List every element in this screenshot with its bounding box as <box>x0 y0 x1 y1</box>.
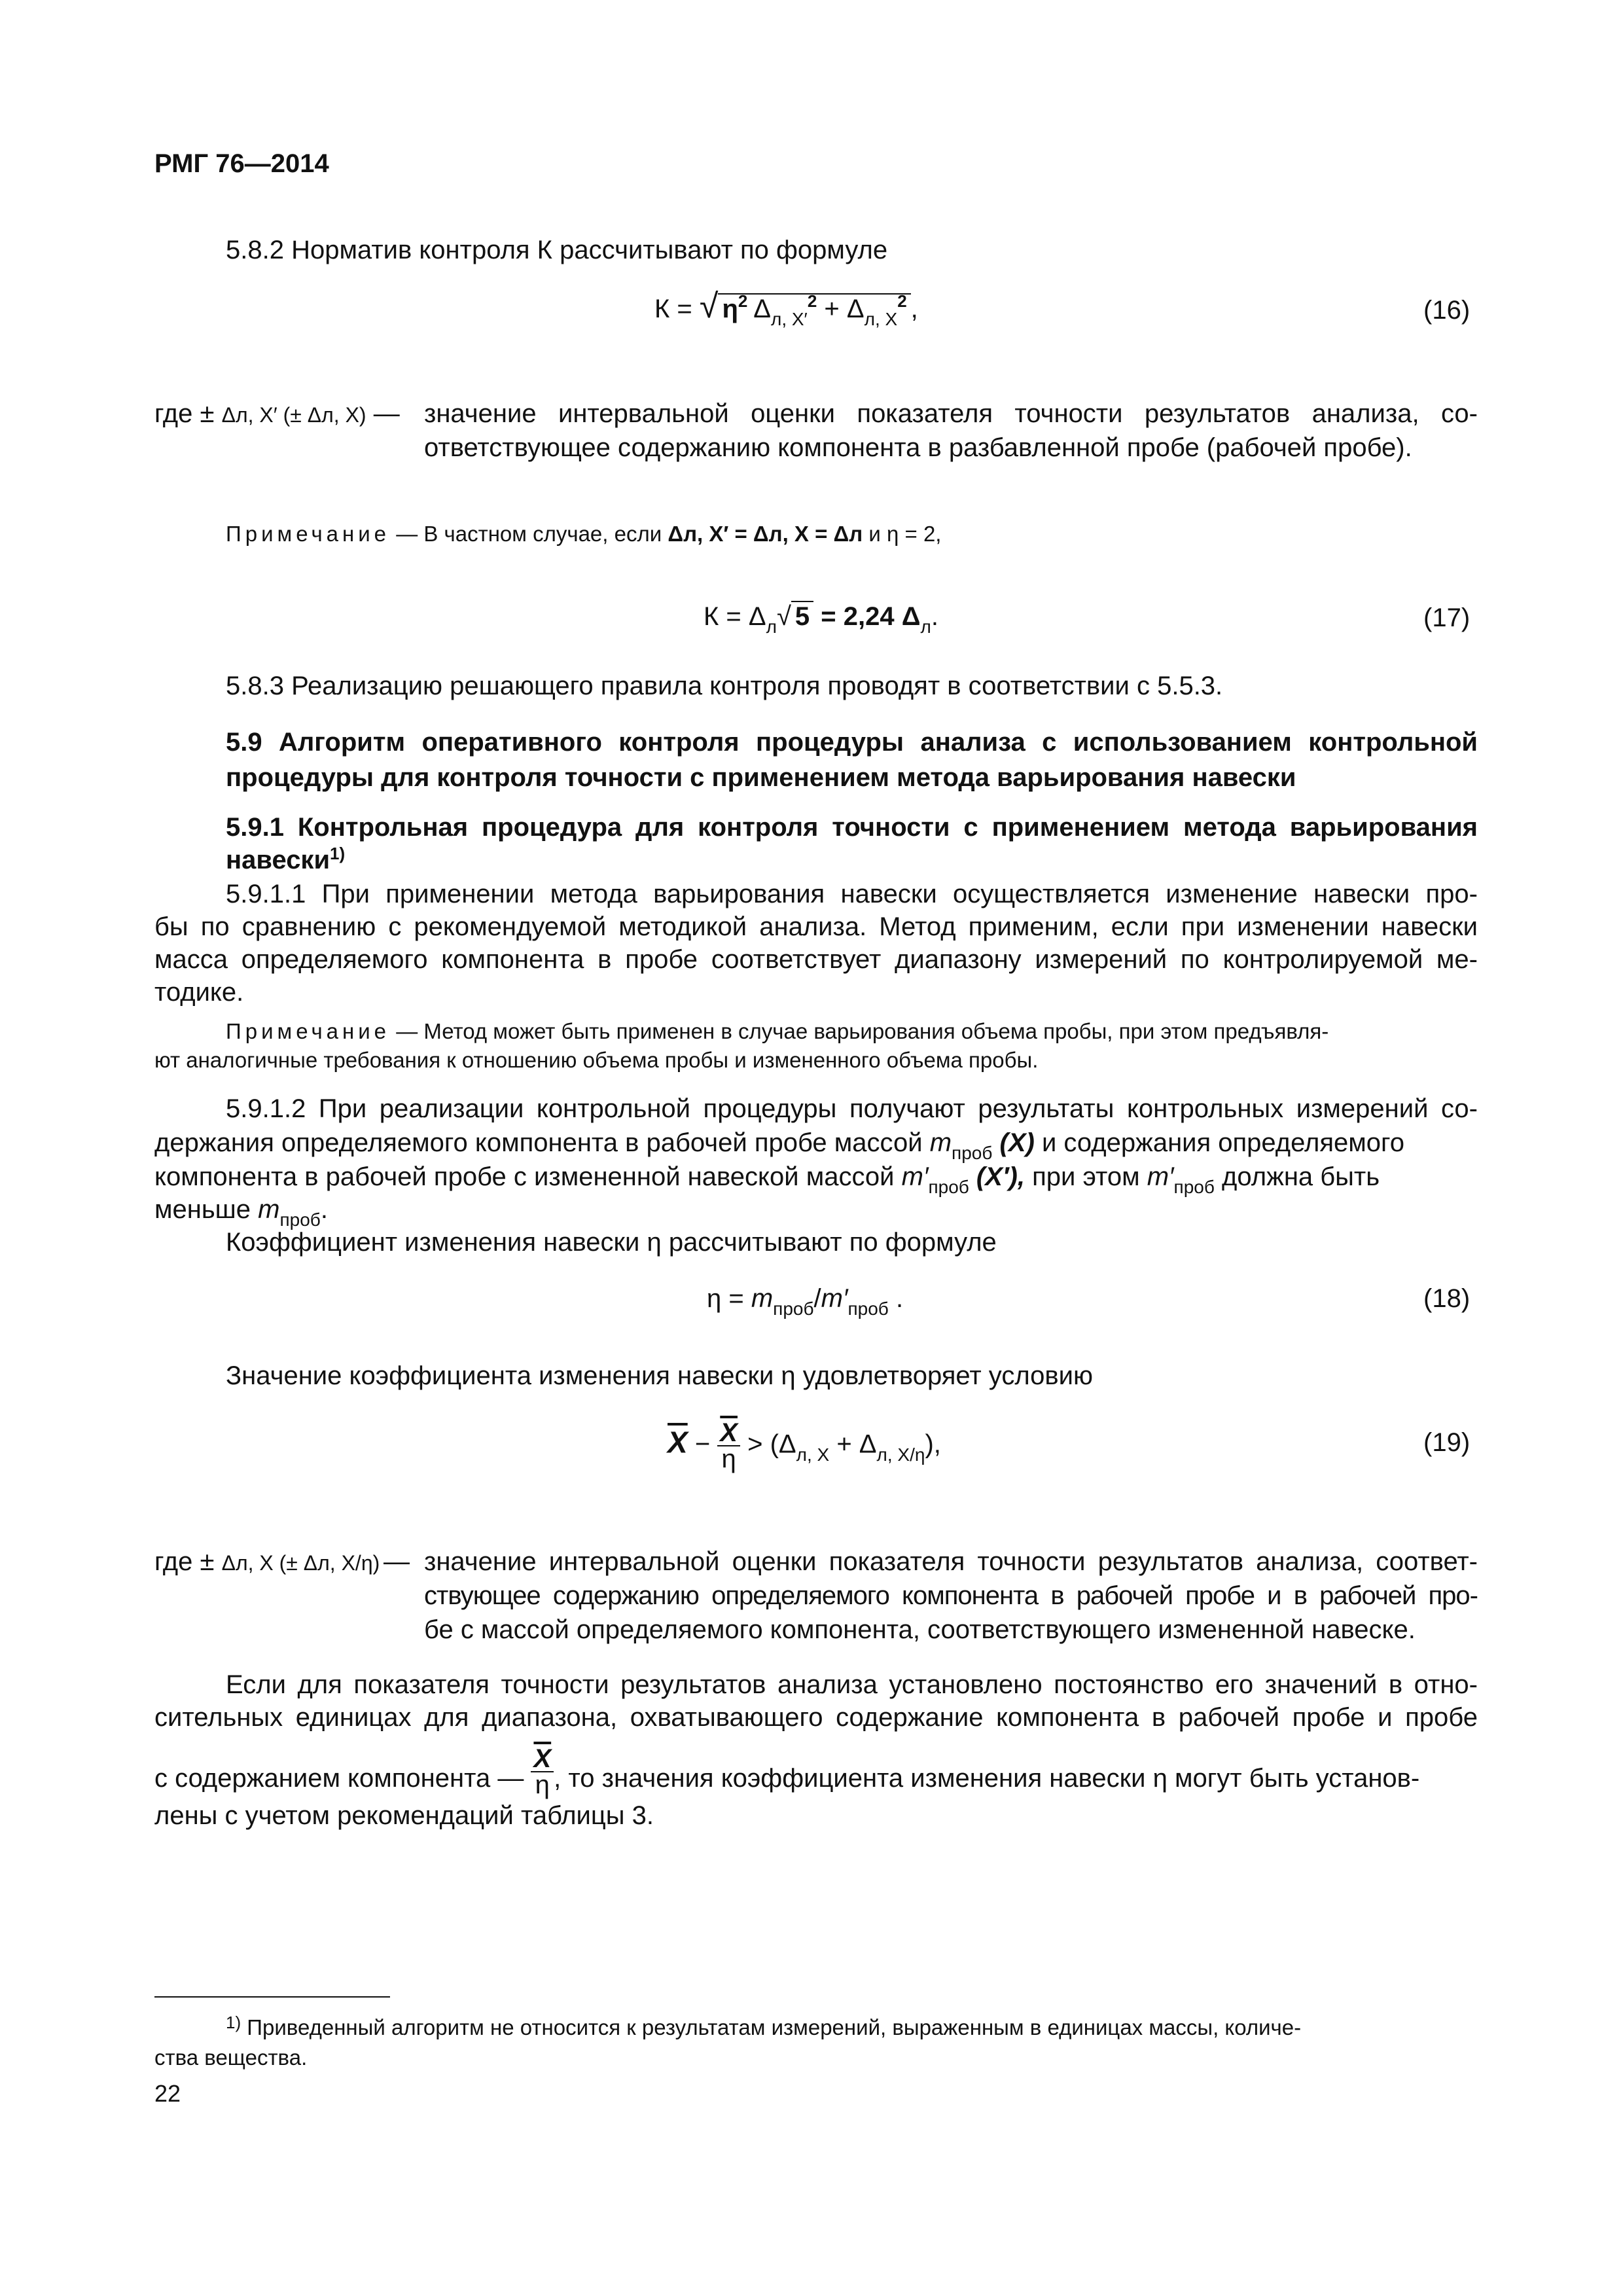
equation-number-18: (18) <box>1423 1284 1471 1313</box>
formula-19-frac-num: $\overline{X}$ <box>717 1420 740 1446</box>
where-16-line-2: ответствующее содержанию компонента в разбавленной пробе (рабочей пробе). <box>424 433 1412 462</box>
footnote-line-1 <box>226 2011 1301 2046</box>
where-19-line-3: бе с массой определяемого компонента, соответствующего измененной навеске. <box>424 1615 1416 1644</box>
formula-16-sub-2: л, X <box>864 309 898 329</box>
formula-18-sub: проб <box>773 1299 814 1319</box>
where-19-dash: — <box>383 1547 410 1576</box>
where-16-dash: — <box>373 399 400 428</box>
p5912-l3-sub2: проб <box>1173 1177 1215 1197</box>
page-number: 22 <box>154 2080 181 2107</box>
note-2-line-2: ют аналогичные требования к отношению объема пробы и измененного объема пробы. <box>154 1048 1039 1072</box>
formula-16-plus: + <box>824 295 840 323</box>
p5912-l3-x: (X′), <box>976 1162 1025 1191</box>
final-line-4: лены с учетом рекомендаций таблицы 3. <box>154 1801 654 1830</box>
heading-5-9-1-word: навески <box>226 846 330 874</box>
p5912-l3-m: m′ <box>901 1162 929 1191</box>
formula-16-delta-2: Δ <box>846 295 865 323</box>
paragraph-5-8-2: 5.8.2 Норматив контроля К рассчитывают по формуле <box>226 236 888 264</box>
formula-19-gt: > (Δ <box>747 1429 796 1459</box>
formula-18-slash: / <box>813 1284 821 1313</box>
note-1-text: — В частном случае, если <box>396 522 662 546</box>
formula-17-sub: л <box>766 617 777 637</box>
p5912-l3-c: должна быть <box>1222 1162 1380 1191</box>
paragraph-5-9-1-2-line-5: Коэффициент изменения навески η рассчитывают по формуле <box>226 1228 997 1257</box>
formula-19-sub-1: л, X <box>796 1444 830 1465</box>
final-l3-b: , то значения коэффициента изменения навески η могут быть установ- <box>554 1764 1420 1793</box>
p5912-l3-b: при этом <box>1032 1162 1140 1191</box>
p5912-l3-sub: проб <box>928 1177 969 1197</box>
where-19-line-1: значение интервальной оценки показателя точности результатов анализа, соответ- <box>424 1547 1478 1576</box>
final-l3-a: с содержанием компонента — <box>154 1764 524 1793</box>
where-16-sym: Δл, X′ (± Δл, X) <box>221 403 366 427</box>
footnote-text-1: Приведенный алгоритм не относится к результатам измерений, выраженным в единицах массы, количе- <box>247 2015 1302 2039</box>
p5912-l2-b: и содержания определяемого <box>1041 1128 1404 1157</box>
final-frac-den: η <box>535 1770 550 1799</box>
final-line-2: сительных единицах для диапазона, охватывающего содержание компонента в рабочей пробе и пробе <box>154 1703 1478 1732</box>
p5912-l4-dot: . <box>320 1195 328 1224</box>
final-frac-num: $\overline{X}$ <box>531 1746 554 1772</box>
footnote-line-2: ства вещества. <box>154 2045 308 2070</box>
footnote-mark-1: 1) <box>330 844 346 863</box>
formula-18-sub2: проб <box>847 1299 889 1319</box>
formula-19-sub-2: л, X/η <box>876 1444 925 1465</box>
equation-number-16: (16) <box>1423 296 1471 325</box>
where-16-line-1: значение интервальной оценки показателя точности результатов анализа, со- <box>424 399 1478 428</box>
formula-16-delta-1: Δ <box>753 295 771 323</box>
p5912-l2-a: держания определяемого компонента в рабочей пробе массой <box>154 1128 923 1157</box>
p5912-l2-sub: проб <box>952 1143 993 1163</box>
where-19-symbols <box>154 1539 380 1585</box>
p5912-l2-x: (X) <box>999 1128 1035 1157</box>
formula-18-m: m <box>751 1284 774 1313</box>
paragraph-5-9-1-2-line-1: 5.9.1.2 При реализации контрольной процедуры получают результаты контрольных измерений со- <box>226 1094 1478 1123</box>
heading-5-9-line-1: 5.9 Алгоритм оперативного контроля процедуры анализа с использованием контрольной <box>226 728 1478 757</box>
p5912-l2-m: m <box>929 1128 952 1157</box>
paragraph-5-9-1-1-line-2: бы по сравнению с рекомендуемой методикой анализа. Метод применим, если при изменении навески <box>154 912 1478 941</box>
where-19-lead: где ± <box>154 1547 215 1576</box>
heading-5-9-line-2: процедуры для контроля точности с применением метода варьирования навески <box>226 763 1296 792</box>
formula-16-eta: η <box>722 295 738 323</box>
formula-16-power-2: 2 <box>807 291 817 311</box>
formula-18 <box>707 1284 904 1319</box>
document-code: РМГ 76—2014 <box>154 149 329 178</box>
formula-17-k: К = Δ <box>704 602 766 631</box>
formula-16-power-3: 2 <box>897 291 907 311</box>
p5912-l4-sub: проб <box>279 1210 321 1230</box>
footnote-mark: 1) <box>226 2013 241 2032</box>
formula-17-sub-2: л <box>920 617 931 637</box>
note-2-label: Примечание <box>226 1019 391 1043</box>
paragraph-5-9-1-1-line-1: 5.9.1.1 При применении метода варьирования навески осуществляется изменение навески про- <box>226 880 1478 908</box>
formula-17-rest: = 2,24 Δ <box>813 602 921 631</box>
where-16-symbols <box>154 391 400 437</box>
formula-17-root: 5 <box>791 601 813 632</box>
paragraph-5-8-3: 5.8.3 Реализацию решающего правила контроля проводят в соответствии с 5.5.3. <box>226 672 1223 700</box>
final-line-1: Если для показателя точности результатов анализа установлено постоянство его значений в отно- <box>226 1670 1478 1699</box>
note-1-and: и η = 2, <box>868 522 942 546</box>
formula-16-power: 2 <box>738 291 748 311</box>
formula-17: $К = \Delta_л√$ 5 = 2,24 $\Delta_л$. <box>704 602 938 637</box>
p5912-l4-a: меньше <box>154 1195 251 1224</box>
condition-intro: Значение коэффициента изменения навески η удовлетворяет условию <box>226 1361 1093 1390</box>
formula-16-sub-1: л, X′ <box>770 309 808 329</box>
heading-5-9-1-line-1: 5.9.1 Контрольная процедура для контроля точности с применением метода варьирования <box>226 813 1478 842</box>
formula-18-dot: . <box>895 1284 904 1313</box>
equation-number-17: (17) <box>1423 603 1471 632</box>
note-1-condition: Δл, X′ = Δл, X = Δл <box>668 522 863 546</box>
p5912-l3-a: компонента в рабочей пробе с измененной навеской массой <box>154 1162 895 1191</box>
formula-19 <box>668 1420 941 1471</box>
note-1-label: Примечание <box>226 522 391 546</box>
paragraph-5-9-1-2-line-3 <box>154 1155 1380 1202</box>
formula-19-minus: − <box>694 1429 711 1459</box>
paragraph-5-9-1-1-line-4: тодике. <box>154 978 244 1007</box>
note-2-text-1: — Метод может быть применен в случае варьирования объема пробы, при этом предъявля- <box>396 1019 1329 1043</box>
formula-18-eta: η = <box>707 1284 744 1313</box>
where-16-lead: где ± <box>154 399 215 428</box>
formula-19-close: ), <box>925 1429 941 1459</box>
formula-16-comma: , <box>910 295 918 323</box>
note-1 <box>226 517 941 551</box>
formula-18-m2: m′ <box>821 1284 848 1313</box>
formula-19-plus: + Δ <box>836 1429 877 1459</box>
equation-number-19: (19) <box>1423 1428 1471 1457</box>
p5912-l4-m: m <box>258 1195 280 1224</box>
where-19-sym: Δл, X (± Δл, X/η) <box>221 1551 380 1575</box>
formula-19-x: $\overline{X}$ <box>668 1425 688 1460</box>
final-line-3 <box>154 1746 1419 1801</box>
footnote-rule <box>154 1996 390 1998</box>
formula-16-lhs: К = <box>654 295 692 323</box>
where-19-line-2: ствующее содержанию определяемого компонента в рабочей пробе и в рабочей про- <box>424 1581 1478 1610</box>
p5912-l3-m2: m′ <box>1147 1162 1174 1191</box>
paragraph-5-9-1-1-line-3: масса определяемого компонента в пробе соответствует диапазону измерений по контролируемой ме- <box>154 945 1478 974</box>
formula-16: К = √ $\eta^2$ $\Delta_{л, X'}^2 + \Delta_{л, X}^2$ , <box>654 287 918 329</box>
formula-17-dot: . <box>931 602 938 631</box>
formula-19-frac-den: η <box>721 1444 736 1473</box>
